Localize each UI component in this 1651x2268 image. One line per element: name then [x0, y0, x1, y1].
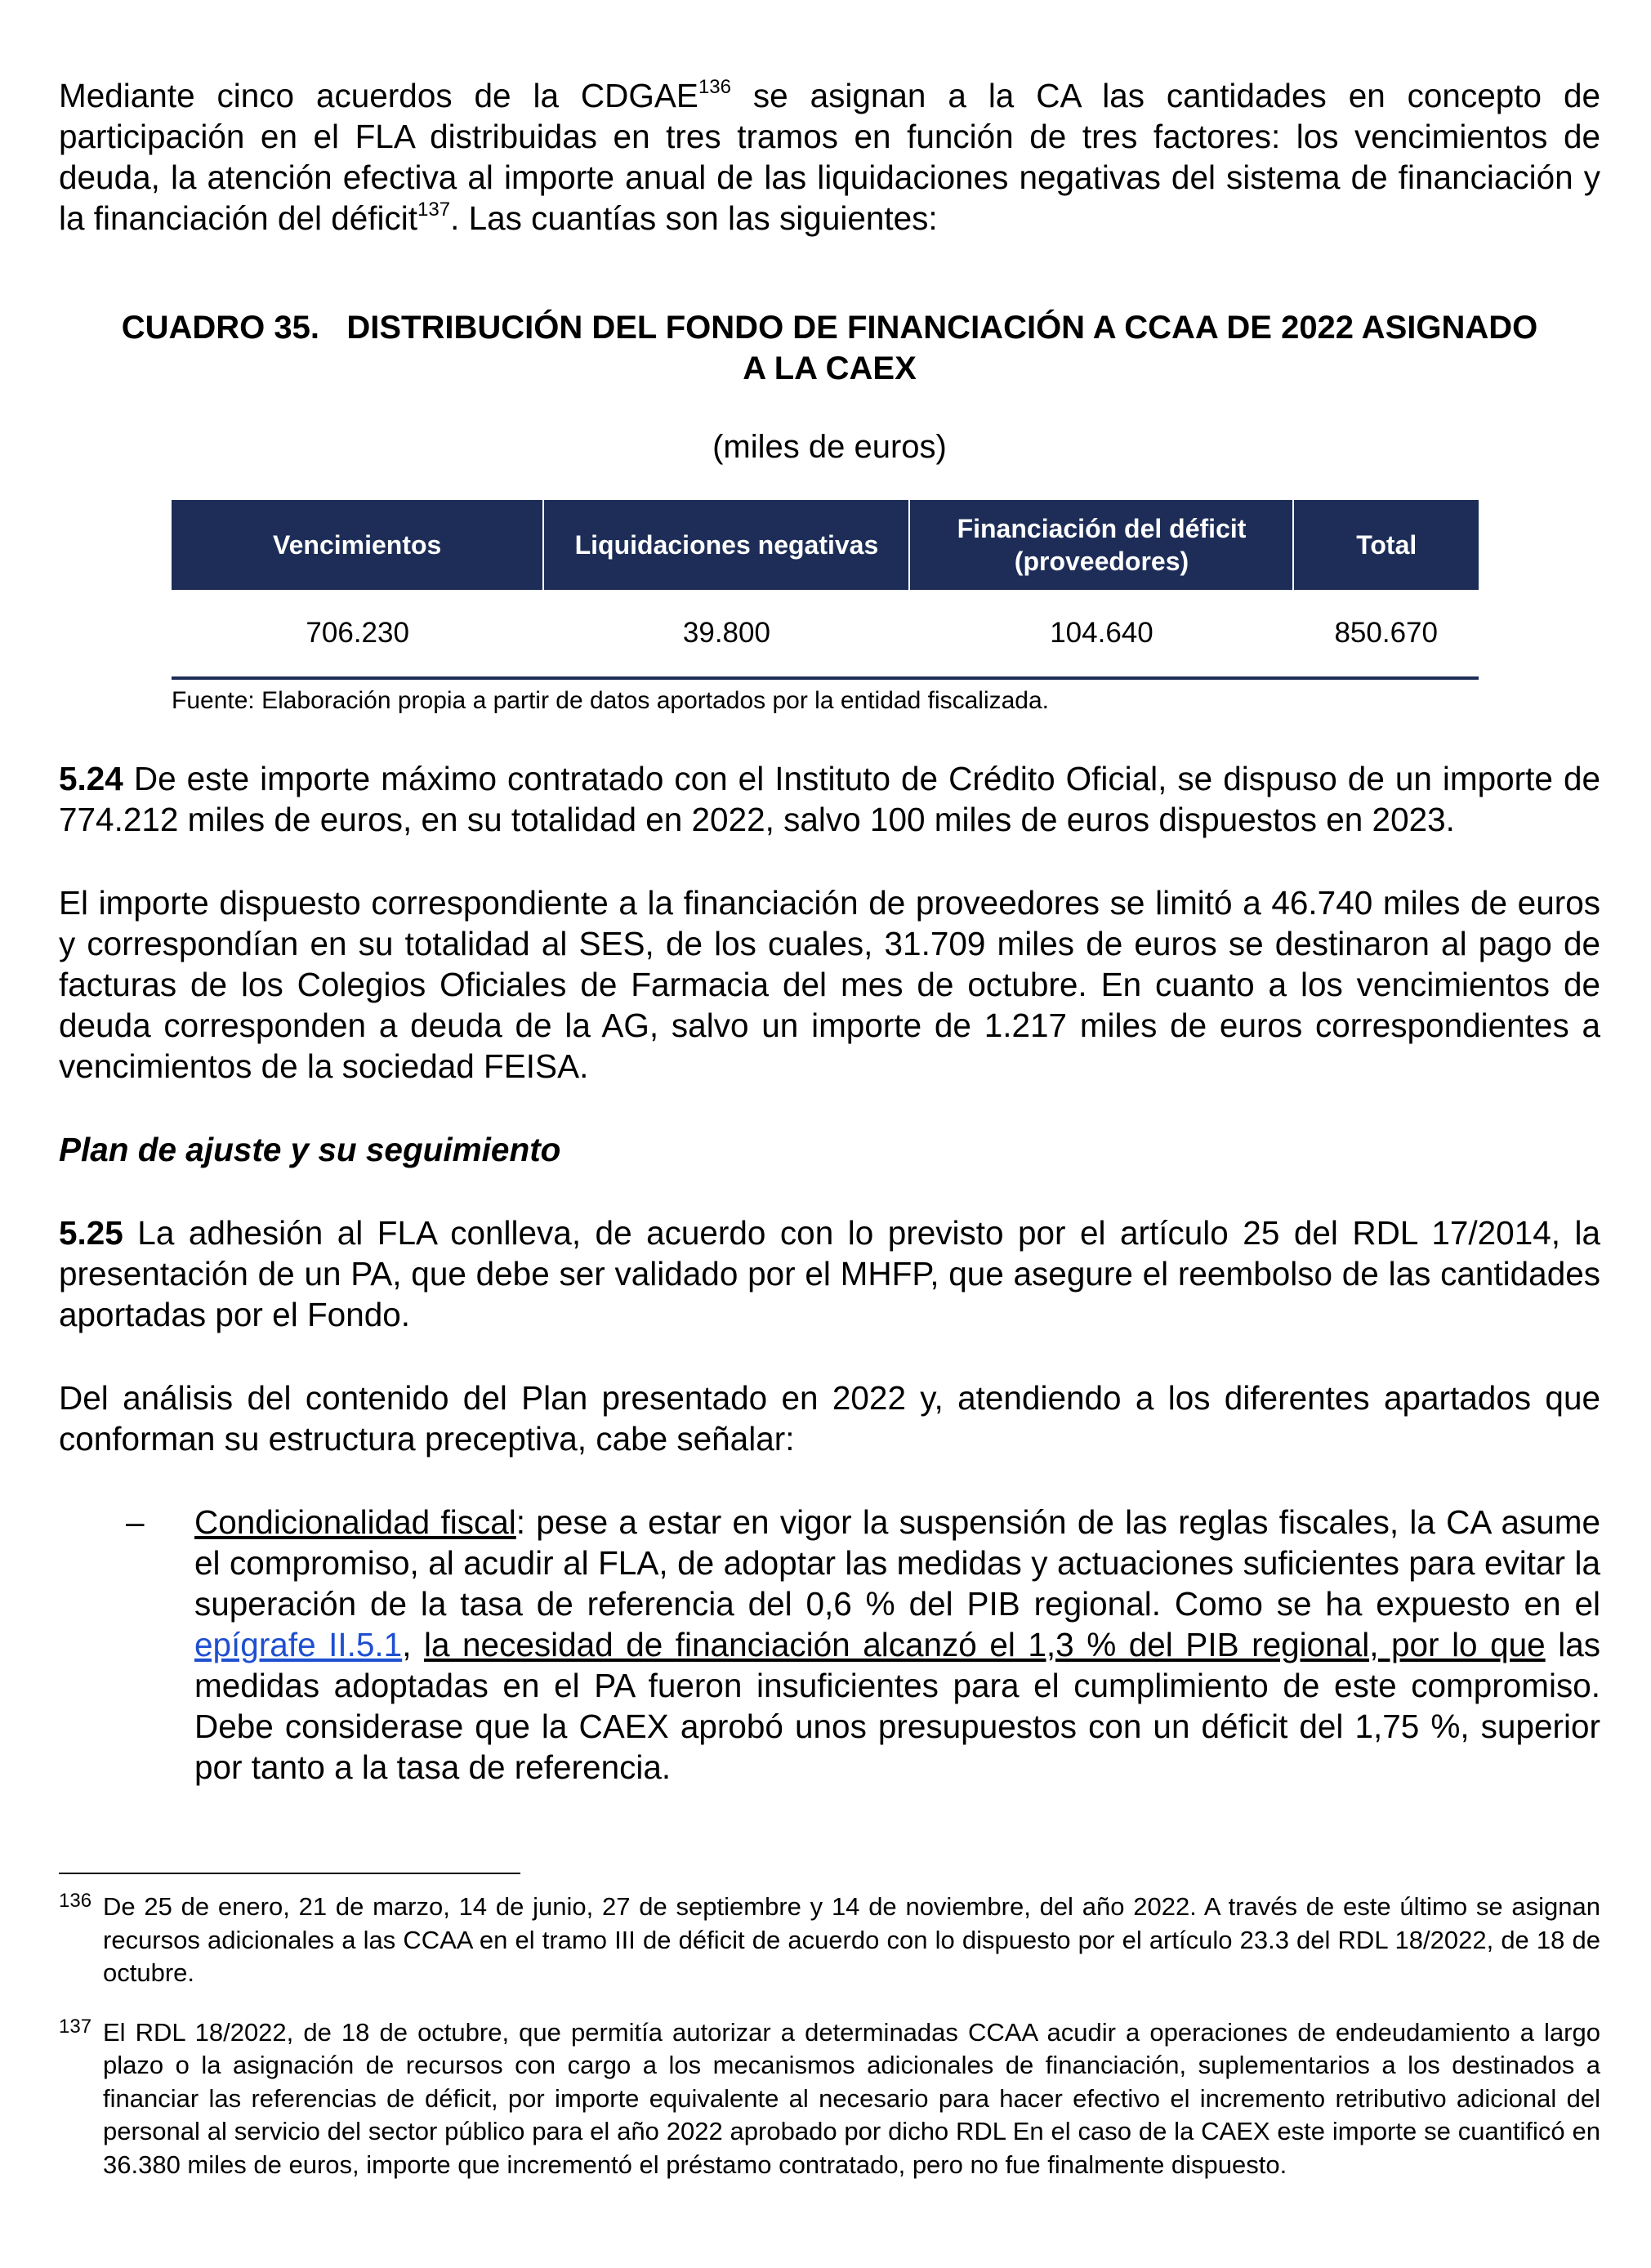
- table-header-row: [172, 500, 1479, 590]
- cell-total: 850.670: [1293, 590, 1479, 678]
- section-subheading: Plan de ajuste y su seguimiento: [59, 1131, 561, 1168]
- bullet-label: Condicionalidad fiscal: [194, 1503, 516, 1541]
- header-total: Total: [1293, 500, 1479, 590]
- footnote-text: El RDL 18/2022, de 18 de octubre, que permitía autorizar a determinadas CCAA acudir a operaciones de endeudamiento a largo plazo o la asignación de recursos con cargo a los mecanismos adicionales de financiación, suplementarios a los destinados a financiar las referencias de déficit, por importe equivalente al necesario para hacer efectivo el incremento retributivo adicional del personal al servicio del sector público para el año 2022 aprobado por dicho RDL En el caso de la CAEX este importe se cuantificó en 36.380 miles de euros, importe que incrementó el préstamo contratado, pero no fue finalmente dispuesto.: [103, 2017, 1600, 2179]
- paragraph-number: 5.25: [59, 1214, 123, 1252]
- table-units: (miles de euros): [712, 429, 947, 465]
- funding-table: [172, 500, 1479, 680]
- footnote-divider: [59, 1873, 520, 1874]
- footnote-ref-137[interactable]: 137: [417, 199, 451, 221]
- cell-financiacion: 104.640: [909, 590, 1293, 678]
- footnote-text: De 25 de enero, 21 de marzo, 14 de junio, 27 de septiembre y 14 de noviembre, del año 2022. A través de este último se asignan recursos adicionales a las CCAA en el tramo III de déficit de acuerdo con lo dispuesto por el artículo 23.3 del RDL 18/2022, de 18 de octubre.: [103, 1892, 1600, 1987]
- paragraph-5-24: 5.24 De este importe máximo contratado con el Instituto de Crédito Oficial, se dispuso de un importe de 774.212 miles de euros, en su totalidad en 2022, salvo 100 miles de euros dispuestos en 2023.: [59, 760, 1600, 838]
- document-page: [59, 75, 1600, 2181]
- cell-vencimientos: 706.230: [172, 590, 543, 678]
- underlined-text: la necesidad de financiación alcanzó el 1,3 % del PIB regional, por lo que: [423, 1626, 1546, 1663]
- footnote-ref-136[interactable]: 136: [698, 76, 731, 98]
- footnote-136: [59, 1891, 1600, 1990]
- table-row: [172, 590, 1479, 678]
- header-financiacion: Financiación del déficit (proveedores): [909, 500, 1293, 590]
- table-title-line1: CUADRO 35. DISTRIBUCIÓN DEL FONDO DE FINANCIACIÓN A CCAA DE 2022 ASIGNADO: [121, 310, 1538, 346]
- header-liquidaciones: Liquidaciones negativas: [543, 500, 909, 590]
- header-vencimientos: Vencimientos: [172, 500, 543, 590]
- paragraph-analisis: Del análisis del contenido del Plan presentado en 2022 y, atendiendo a los diferentes apartados que conforman su estructura preceptiva, cabe señalar:: [59, 1379, 1600, 1458]
- paragraph-number: 5.24: [59, 760, 123, 797]
- footnote-137: [59, 2016, 1600, 2182]
- footnote-number: 136: [59, 1890, 92, 1912]
- footnote-number: 137: [59, 2015, 92, 2038]
- paragraph-proveedores: El importe dispuesto correspondiente a la financiación de proveedores se limitó a 46.740 miles de euros y correspondían en su totalidad al SES, de los cuales, 31.709 miles de euros se destinaron al pago de facturas de los Colegios Oficiales de Farmacia del mes de octubre. En cuanto a los vencimientos de deuda corresponden a deuda de la AG, salvo un importe de 1.217 miles de euros correspondientes a vencimientos de la sociedad FEISA.: [59, 884, 1600, 1085]
- dash-bullet: –: [126, 1503, 145, 1541]
- table-source: Fuente: Elaboración propia a partir de datos aportados por la entidad fiscalizada.: [172, 687, 1050, 714]
- table-title-line2: A LA CAEX: [743, 350, 917, 386]
- epigrafe-link[interactable]: epígrafe II.5.1: [194, 1626, 403, 1663]
- list-item: – Condicionalidad fiscal: pese a estar en vigor la suspensión de las reglas fiscales, la CA asume el compromiso, al acudir al FLA, de adoptar las medidas y actuaciones suficientes para evitar la superación de la tasa de referencia del 0,6 % del PIB regional. Como se ha expuesto en el epígrafe II.5.1, la necesidad de financiación alcanzó el 1,3 % del PIB regional, por lo que las medidas adoptadas en el PA fueron insuficientes para el cumplimiento de este compromiso. Debe considerase que la CAEX aprobó unos presupuestos con un déficit del 1,75 %, superior por tanto a la tasa de referencia.: [126, 1503, 1601, 1786]
- paragraph-5-25: 5.25 La adhesión al FLA conlleva, de acuerdo con lo previsto por el artículo 25 del RDL 17/2014, la presentación de un PA, que debe ser validado por el MHFP, que asegure el reembolso de las cantidades aportadas por el Fondo.: [59, 1214, 1600, 1333]
- intro-paragraph: Mediante cinco acuerdos de la CDGAE$^{136}$ se asignan a la CA las cantidades en concepto de participación en el FLA distribuidas en tres tramos en función de tres factores: los vencimientos de deuda, la atención efectiva al importe anual de las liquidaciones negativas del sistema de financiación y la financiación del déficit$^{137}$. Las cuantías son las siguientes:: [59, 76, 1600, 237]
- table-title: [59, 307, 1600, 389]
- cell-liquidaciones: 39.800: [543, 590, 909, 678]
